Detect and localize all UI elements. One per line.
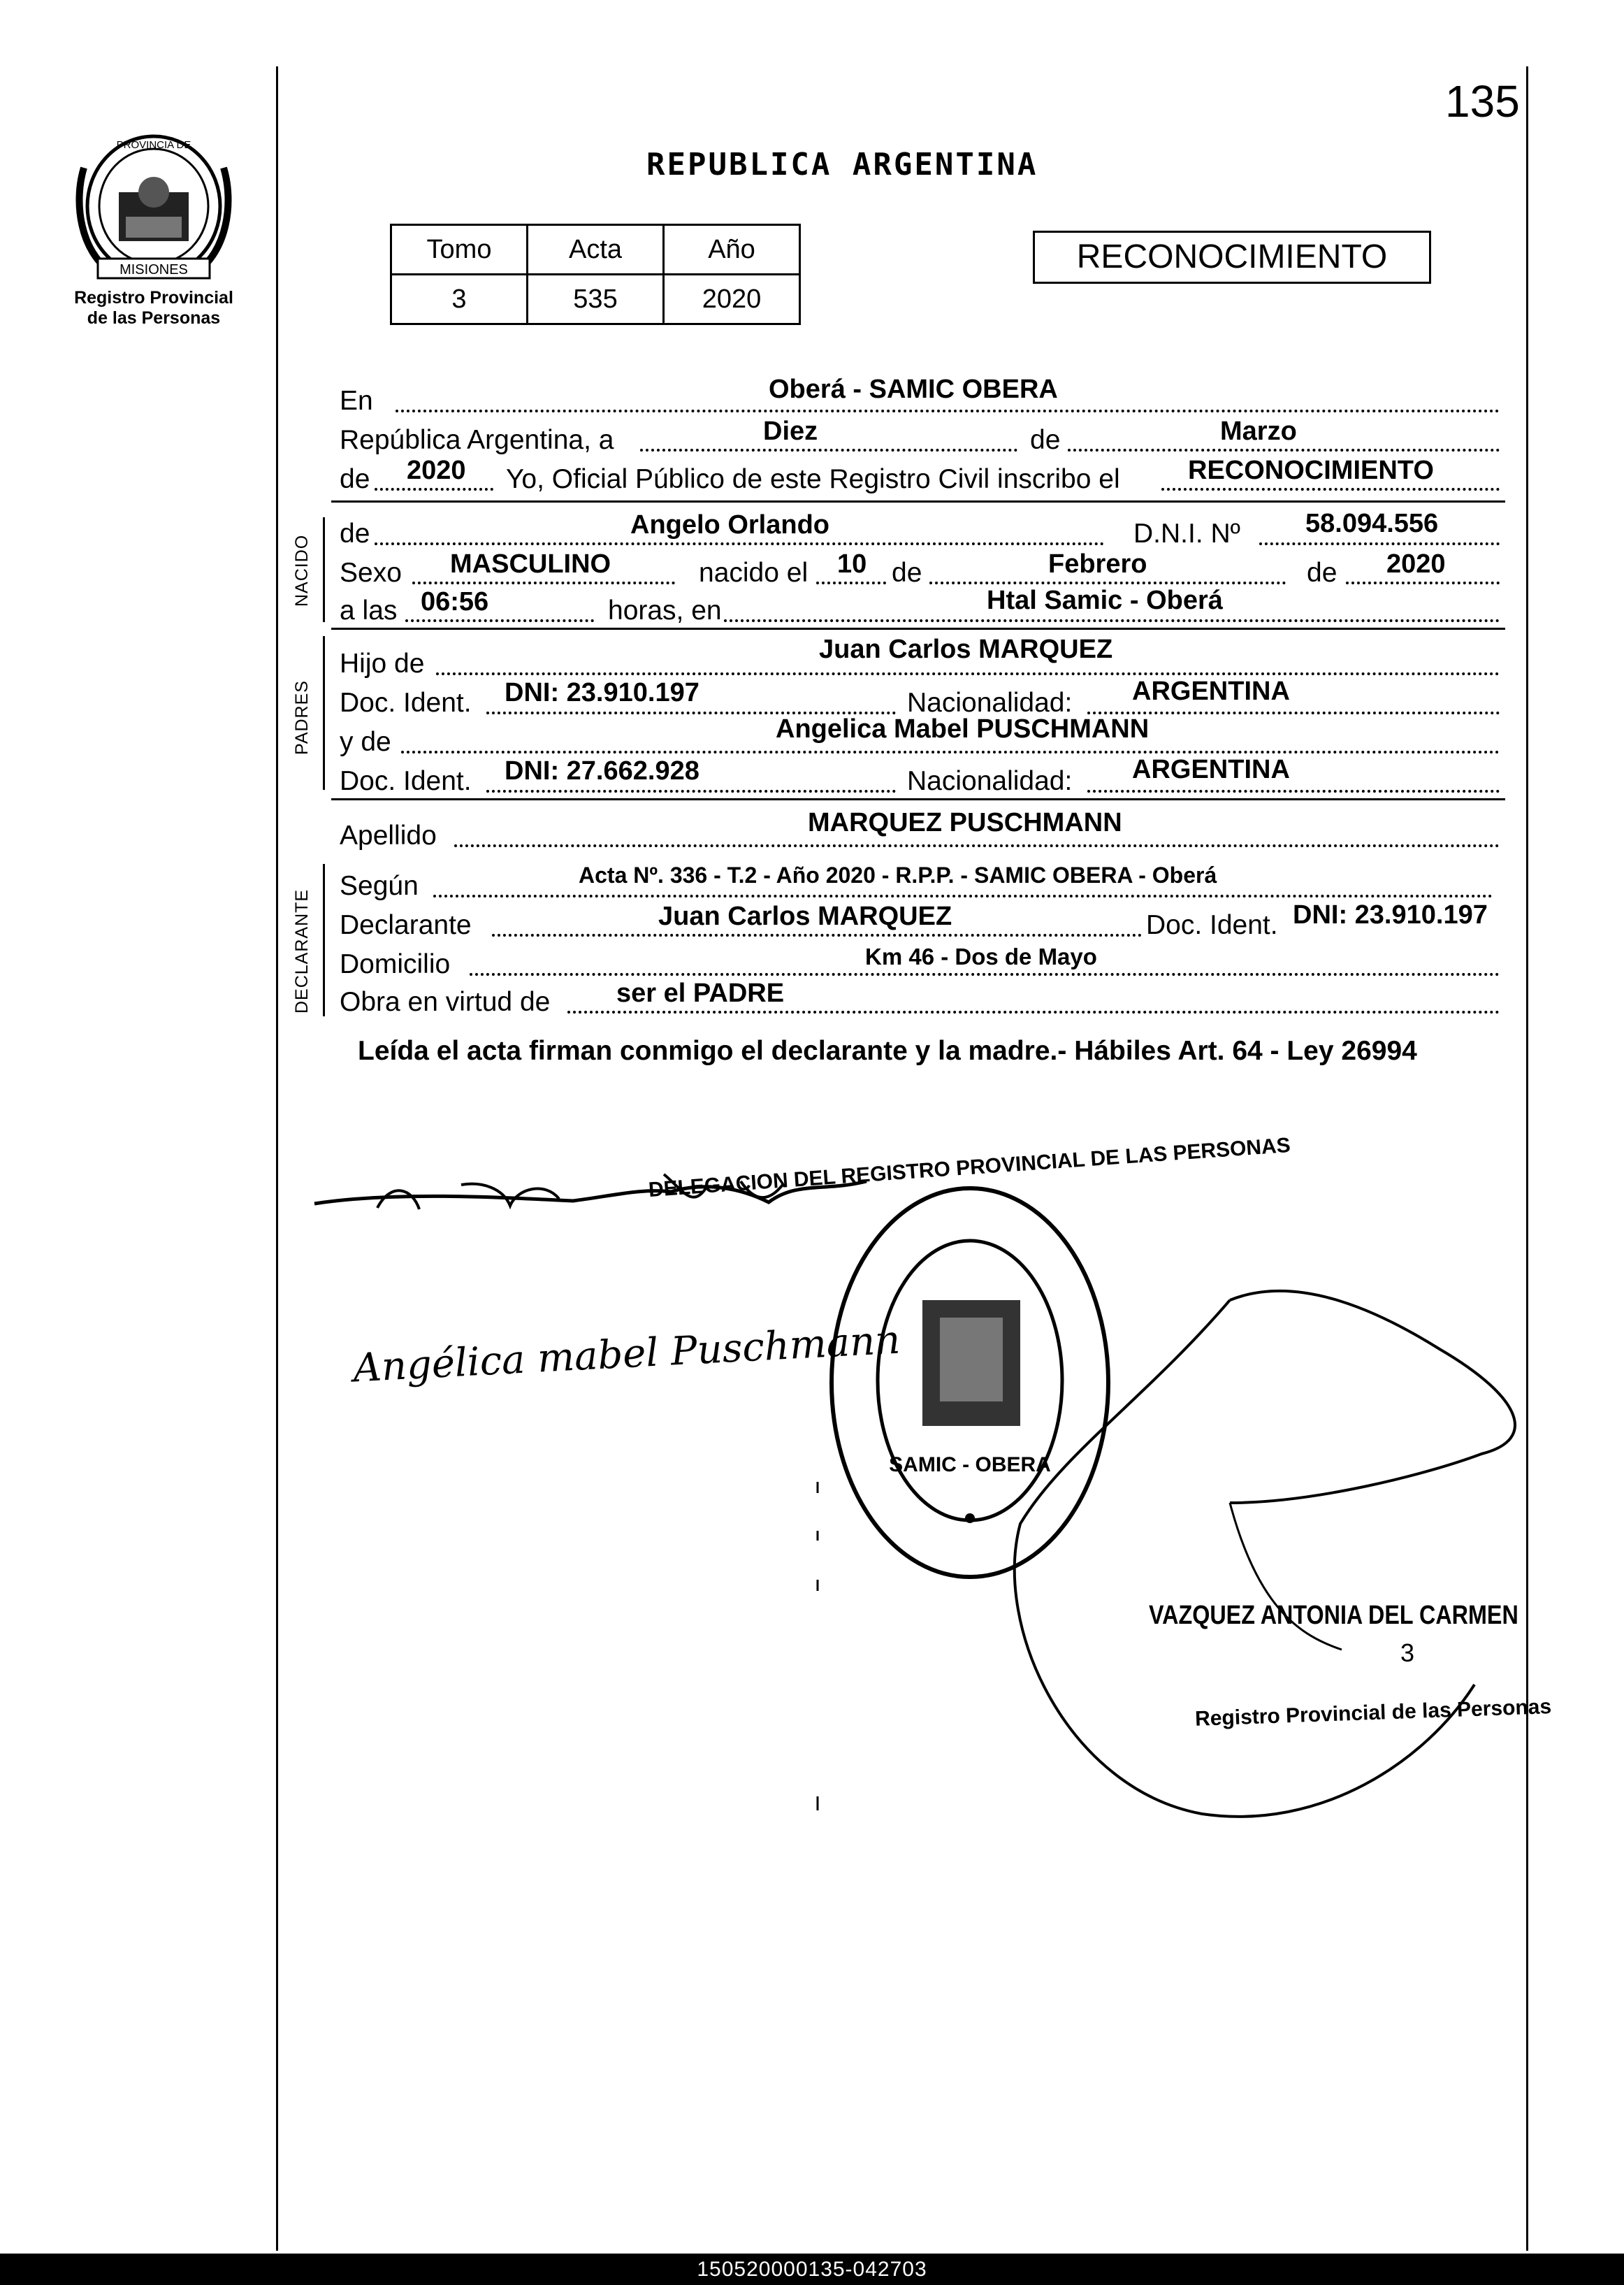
oval-stamp-center: SAMIC - OBERA [889, 1453, 1051, 1476]
label-domicilio: Domicilio [340, 949, 451, 979]
value-month: Marzo [1220, 417, 1297, 446]
record-table-value: 535 [528, 275, 664, 324]
official-stamp-line3: Registro Provincial de las Personas [1194, 1695, 1552, 1731]
seal-text-top: PROVINCIA DE [116, 139, 191, 151]
value-surname: MARQUEZ PUSCHMANN [808, 808, 1122, 837]
official-signature [1015, 1291, 1515, 1817]
label-dni: D.N.I. Nº [1133, 519, 1240, 549]
value-birth-time: 06:56 [421, 587, 489, 617]
value-birth-year: 2020 [1386, 549, 1446, 579]
value-name: Angelo Orlando [630, 510, 829, 540]
dotted-line [492, 934, 1142, 937]
label-doc-ident-2: Doc. Ident. [340, 766, 472, 796]
seal-text-bottom: MISIONES [119, 262, 188, 277]
label-segun: Según [340, 871, 419, 901]
oval-stamp-text: DELEGACION DEL REGISTRO PROVINCIAL DE LAS PERSONAS [647, 1133, 1291, 1202]
dotted-line [1087, 790, 1500, 793]
value-mother-nat: ARGENTINA [1132, 755, 1290, 784]
record-type-box: RECONOCIMIENTO [1033, 231, 1431, 284]
dotted-line [375, 488, 493, 491]
record-table-value: 2020 [664, 275, 800, 324]
value-act-type: RECONOCIMIENTO [1188, 456, 1434, 485]
section-separator [331, 500, 1505, 503]
section-separator [331, 628, 1505, 630]
value-segun: Acta Nº. 336 - T.2 - Año 2020 - R.P.P. - SAMIC OBERA - Oberá [579, 863, 1217, 888]
side-label-padres: PADRES [292, 680, 312, 755]
page-title: REPUBLICA ARGENTINA [646, 147, 1038, 182]
dotted-line [567, 1011, 1500, 1014]
dotted-line [1087, 712, 1500, 714]
record-table-header-row [391, 225, 800, 275]
value-father-doc: DNI: 23.910.197 [505, 678, 699, 707]
record-table-header: Acta [528, 225, 664, 275]
closing-note: Leída el acta firman conmigo el declarante y la madre.- Hábiles Art. 64 - Ley 26994 [358, 1036, 1417, 1066]
label-doc-ident-3: Doc. Ident. [1146, 910, 1278, 940]
label-apellido: Apellido [340, 821, 437, 851]
dotted-line [405, 619, 594, 622]
label-a-las: a las [340, 596, 398, 626]
value-birth-place: Htal Samic - Oberá [987, 586, 1223, 615]
label-nacionalidad-2: Nacionalidad: [907, 766, 1073, 796]
label-obra: Obra en virtud de [340, 987, 551, 1017]
dotted-line [724, 619, 1500, 622]
label-hijo-de: Hijo de [340, 649, 425, 679]
value-day: Diez [763, 417, 818, 446]
value-dni: 58.094.556 [1305, 509, 1439, 538]
dotted-line [1259, 542, 1500, 545]
label-de-birth-year: de [1307, 558, 1337, 588]
section-separator [331, 798, 1505, 800]
label-de-year: de [340, 464, 370, 494]
registry-label-line2: de las Personas [87, 308, 221, 328]
signature-graphics [0, 1132, 1624, 1831]
value-year: 2020 [407, 456, 466, 485]
value-birth-day: 10 [837, 549, 867, 579]
record-table-value-row [391, 275, 800, 324]
label-de-birth-month: de [892, 558, 922, 588]
label-doc-ident-1: Doc. Ident. [340, 688, 472, 718]
misiones-seal-icon [70, 126, 238, 287]
registry-label-line1: Registro Provincial [74, 288, 233, 308]
dotted-line [401, 751, 1500, 754]
label-y-de: y de [340, 727, 391, 757]
dotted-line [396, 410, 1500, 412]
mother-signature: Angélica mabel Puschmann [351, 1317, 901, 1392]
label-en: En [340, 386, 373, 416]
label-republica: República Argentina, a [340, 425, 614, 455]
dotted-line [486, 790, 896, 793]
value-father-nat: ARGENTINA [1132, 677, 1290, 706]
dotted-line [1068, 449, 1500, 452]
value-declarant: Juan Carlos MARQUEZ [658, 902, 952, 931]
section-bar-padres [323, 636, 325, 790]
label-yo: Yo, Oficial Público de este Registro Civil inscribo el [506, 464, 1120, 494]
dotted-line [816, 582, 886, 584]
record-table-header: Año [664, 225, 800, 275]
side-label-declarante: DECLARANTE [292, 888, 312, 1014]
label-de-month: de [1030, 425, 1061, 455]
value-sex: MASCULINO [450, 549, 611, 579]
section-bar-declarante [323, 864, 325, 1016]
dotted-line [433, 895, 1493, 898]
value-mother-doc: DNI: 27.662.928 [505, 756, 699, 786]
dotted-line [470, 973, 1500, 976]
value-place: Oberá - SAMIC OBERA [769, 375, 1058, 404]
registry-label [49, 288, 259, 329]
value-domicile: Km 46 - Dos de Mayo [865, 944, 1097, 969]
record-table-header: Tomo [391, 225, 528, 275]
dotted-line [436, 672, 1500, 675]
label-horas-en: horas, en [608, 596, 722, 626]
label-nacido-el: nacido el [699, 558, 809, 588]
dotted-line [1346, 582, 1500, 584]
official-stamp-line2: 3 [1400, 1638, 1415, 1667]
value-mother: Angelica Mabel PUSCHMANN [776, 714, 1150, 744]
label-nacionalidad-1: Nacionalidad: [907, 688, 1073, 718]
side-label-nacido: NACIDO [292, 534, 312, 607]
value-birth-month: Febrero [1048, 549, 1147, 579]
dotted-line [375, 542, 1104, 545]
record-table [390, 224, 801, 325]
label-sexo: Sexo [340, 558, 402, 588]
value-father: Juan Carlos MARQUEZ [819, 635, 1113, 664]
dotted-line [1161, 488, 1500, 491]
dotted-line [412, 582, 675, 584]
value-declarant-doc: DNI: 23.910.197 [1293, 900, 1488, 930]
record-table-value: 3 [391, 275, 528, 324]
footer-code: 150520000135-042703 [0, 2254, 1624, 2285]
label-declarante: Declarante [340, 910, 472, 940]
official-stamp-line1: VAZQUEZ ANTONIA DEL CARMEN [1149, 1601, 1518, 1630]
page-number: 135 [1445, 76, 1520, 127]
section-bar-nacido [323, 517, 325, 622]
dotted-line [454, 844, 1500, 847]
dotted-line [640, 449, 1017, 452]
label-de-name: de [340, 519, 370, 549]
dotted-line [929, 582, 1286, 584]
value-by-virtue: ser el PADRE [616, 979, 785, 1008]
